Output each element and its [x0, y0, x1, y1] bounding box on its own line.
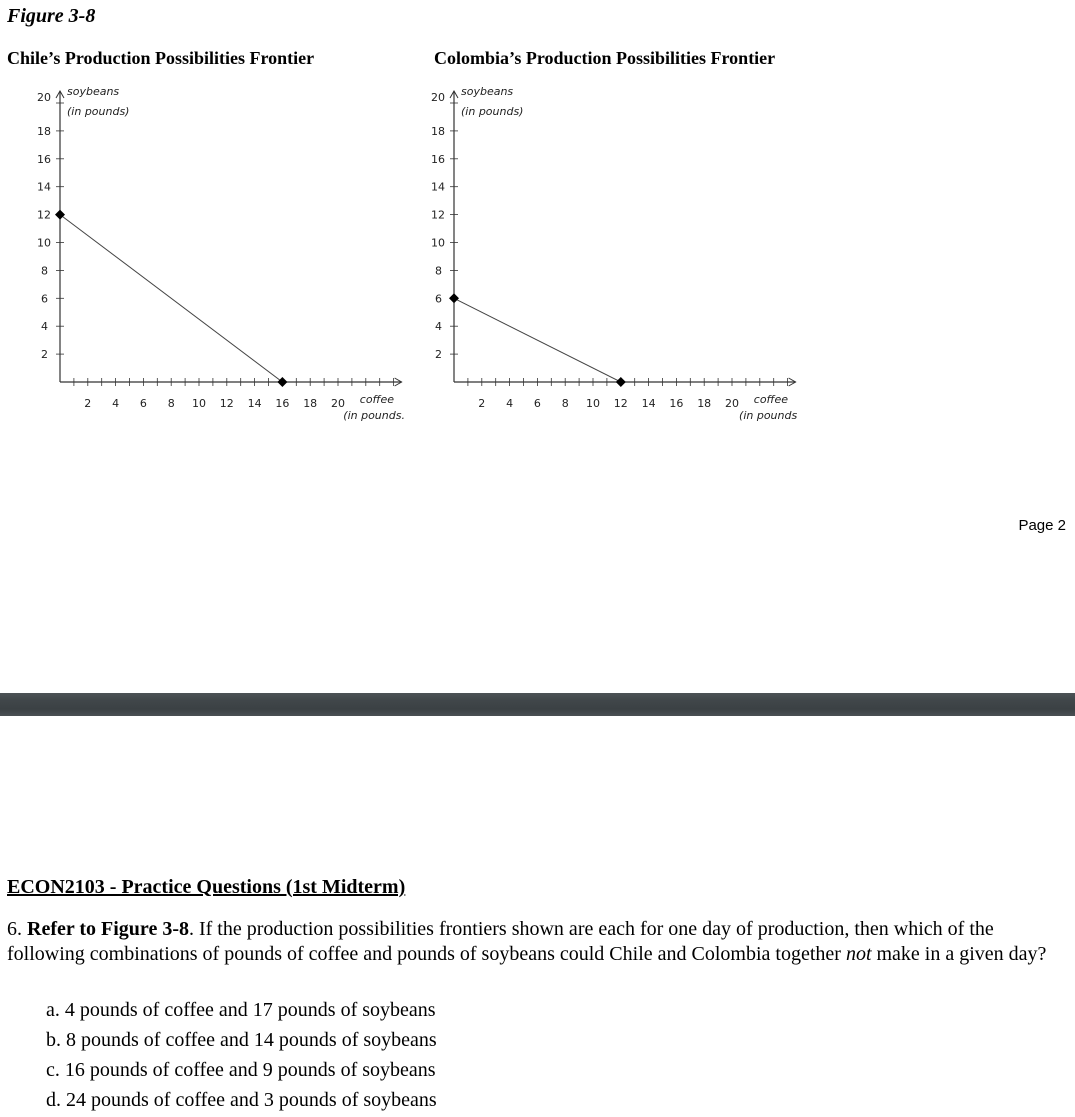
y-tick-label: 8	[41, 264, 48, 278]
option-c[interactable]: c. 16 pounds of coffee and 9 pounds of soybeans	[46, 1059, 436, 1081]
x-tick-label: 16	[669, 397, 684, 410]
y-tick-label: 12	[431, 208, 445, 222]
question-number: 6.	[7, 918, 22, 940]
ppf-endpoint	[55, 210, 65, 220]
y-tick-label: 14	[37, 180, 51, 194]
y-axis-label: soybeans	[67, 85, 120, 98]
y-tick-label: 6	[41, 292, 48, 306]
option-b[interactable]: b. 8 pounds of coffee and 14 pounds of soybeans	[46, 1029, 437, 1051]
ppf-endpoint	[277, 377, 287, 387]
x-tick-label: 8	[561, 397, 569, 410]
y-axis-unit: (in pounds)	[461, 105, 524, 118]
y-tick-label: 2	[435, 348, 442, 362]
chile-chart-title: Chile’s Production Possibilities Frontier	[7, 48, 315, 68]
y-tick-label: 10	[37, 236, 51, 250]
y-tick-label: 10	[431, 236, 445, 250]
y-tick-label: 16	[431, 152, 445, 166]
x-tick-label: 2	[84, 397, 92, 410]
course-title: ECON2103 - Practice Questions (1st Midterm)	[7, 876, 406, 898]
x-axis-unit: (in pounds.	[343, 409, 405, 422]
question-body: . If the production possibilities frontiers shown are each for one day of production, then which of the following combinations of pounds of coffee and pounds of soybeans could Chile and Colombia together	[7, 918, 994, 965]
x-tick-label: 18	[697, 397, 712, 410]
question-text	[7, 917, 1067, 967]
y-axis-unit: (in pounds)	[67, 105, 130, 118]
x-tick-label: 6	[139, 397, 147, 410]
ppf-line	[454, 298, 621, 382]
y-tick-label: 18	[37, 124, 51, 138]
x-tick-label: 6	[533, 397, 541, 410]
question-lead: Refer to Figure 3-8	[27, 918, 189, 940]
y-tick-label: 14	[431, 180, 445, 194]
x-tick-label: 20	[725, 397, 739, 410]
option-a[interactable]: a. 4 pounds of coffee and 17 pounds of soybeans	[46, 999, 436, 1021]
page-divider	[0, 693, 1075, 716]
x-axis-unit: (in pounds	[739, 409, 798, 422]
x-tick-label: 18	[303, 397, 318, 410]
chile-ppf-chart	[0, 82, 405, 432]
figure-label: Figure 3-8	[7, 5, 96, 27]
x-tick-label: 12	[613, 397, 628, 410]
colombia-ppf-chart	[394, 82, 798, 432]
x-tick-label: 4	[112, 397, 120, 410]
y-tick-label: 2	[41, 348, 48, 362]
question-emphasis: not	[845, 943, 872, 965]
y-tick-label: 12	[37, 208, 51, 222]
page-number: Page 2	[1018, 517, 1066, 534]
y-tick-label: 8	[435, 264, 442, 278]
ppf-line	[60, 215, 282, 382]
x-tick-label: 2	[478, 397, 486, 410]
y-axis-label: soybeans	[461, 85, 514, 98]
y-tick-label: 16	[37, 152, 51, 166]
y-tick-label: 4	[435, 320, 442, 334]
x-axis-label: coffee	[753, 393, 789, 406]
x-tick-label: 10	[586, 397, 600, 410]
x-tick-label: 10	[192, 397, 206, 410]
answer-options	[46, 995, 437, 1115]
x-tick-label: 20	[331, 397, 345, 410]
y-tick-label: 18	[431, 124, 445, 138]
y-tick-label: 20	[37, 91, 51, 104]
x-tick-label: 4	[506, 397, 514, 410]
question-body-end: make in a given day?	[871, 943, 1047, 965]
x-tick-label: 12	[219, 397, 234, 410]
x-tick-label: 8	[167, 397, 175, 410]
colombia-chart-title: Colombia’s Production Possibilities Frontier	[434, 48, 776, 68]
x-tick-label: 14	[641, 397, 656, 410]
y-tick-label: 6	[435, 292, 442, 306]
ppf-endpoint	[449, 293, 459, 303]
x-tick-label: 14	[247, 397, 262, 410]
option-d[interactable]: d. 24 pounds of coffee and 3 pounds of soybeans	[46, 1089, 437, 1111]
ppf-endpoint	[616, 377, 626, 387]
x-axis-label: coffee	[359, 393, 395, 406]
x-tick-label: 16	[275, 397, 290, 410]
y-tick-label: 20	[431, 91, 445, 104]
y-tick-label: 4	[41, 320, 48, 334]
